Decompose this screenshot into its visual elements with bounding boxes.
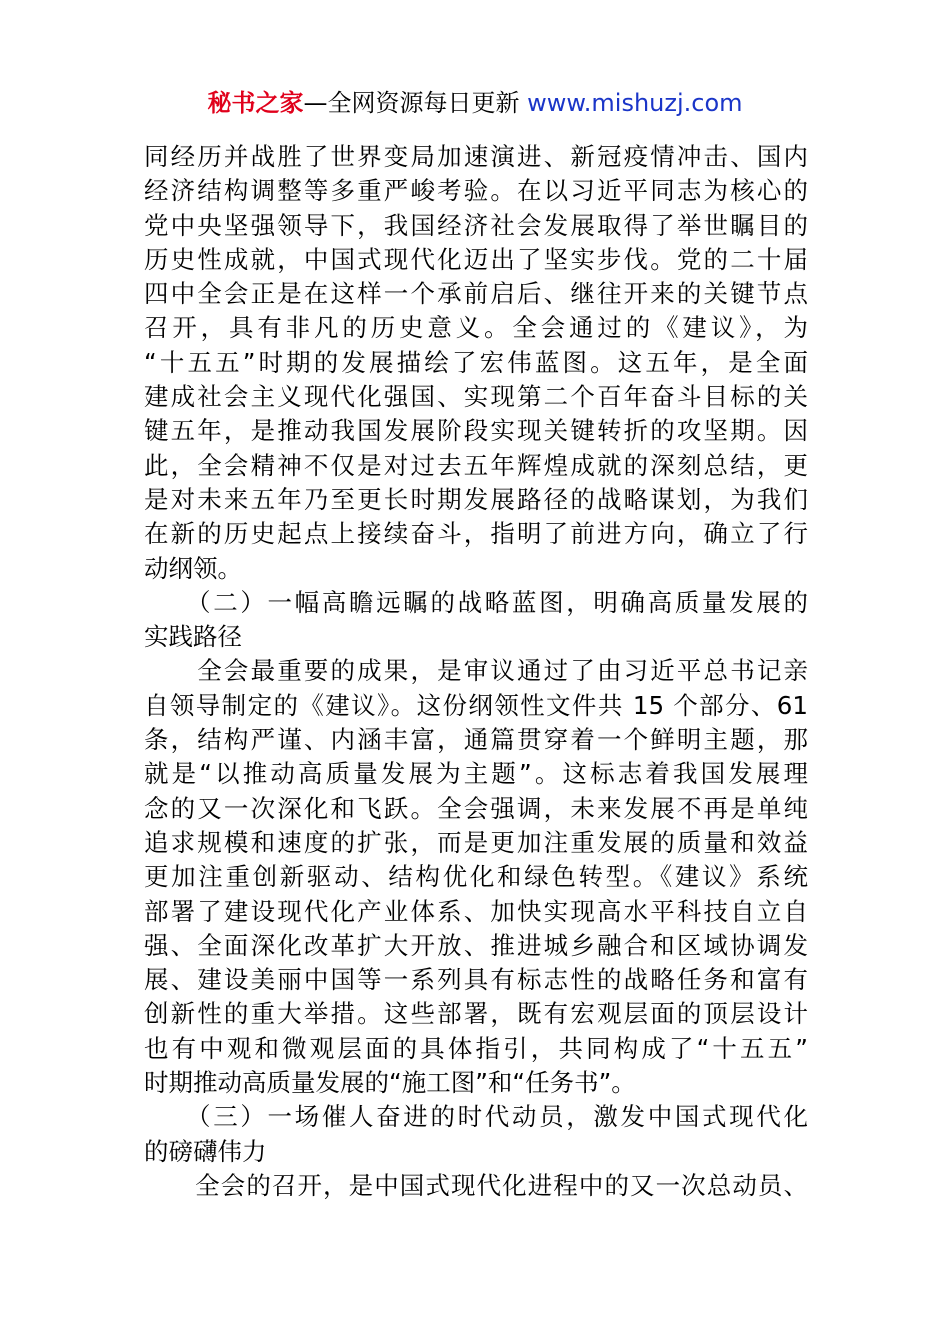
text-line: 自领导制定的《建议》。这份纲领性文件共 15 个部分、61 [144, 690, 808, 720]
text-line: 创新性的重大举措。这些部署，既有宏观层面的顶层设计 [144, 999, 808, 1029]
text-line: 也有中观和微观层面的具体指引，共同构成了“十五五” [144, 1033, 808, 1063]
text-line: 是对未来五年乃至更长时期发展路径的战略谋划，为我们 [144, 484, 808, 514]
brand-name: 秘书之家 [207, 89, 304, 117]
text-line: （二）一幅高瞻远瞩的战略蓝图，明确高质量发展的 [144, 587, 808, 617]
document-body [144, 140, 808, 1203]
text-line: 建成社会主义现代化强国、实现第二个百年奋斗目标的关 [144, 382, 808, 412]
text-line: 党中央坚强领导下，我国经济社会发展取得了举世瞩目的 [144, 210, 808, 240]
text-line: 实践路径 [144, 622, 242, 652]
text-line: “十五五”时期的发展描绘了宏伟蓝图。这五年，是全面 [144, 347, 808, 377]
text-line: 强、全面深化改革扩大开放、推进城乡融合和区域协调发 [144, 930, 808, 960]
text-line: 的磅礴伟力 [144, 1136, 267, 1166]
text-line: 四中全会正是在这样一个承前启后、继往开来的关键节点 [144, 279, 808, 309]
text-line: 同经历并战胜了世界变局加速演进、新冠疫情冲击、国内 [144, 142, 808, 171]
text-line: 键五年，是推动我国发展阶段实现关键转折的攻坚期。因 [144, 416, 808, 446]
text-line: 展、建设美丽中国等一系列具有标志性的战略任务和富有 [144, 965, 808, 995]
text-line: 全会最重要的成果，是审议通过了由习近平总书记亲 [144, 656, 808, 686]
text-line: 动纲领。 [144, 553, 242, 583]
page-header [0, 86, 950, 120]
text-line: 念的又一次深化和飞跃。全会强调，未来发展不再是单纯 [144, 793, 808, 823]
website-url: www.mishuzj.com [527, 89, 743, 117]
text-line: 时期推动高质量发展的“施工图”和“任务书”。 [144, 1068, 636, 1098]
text-line: 召开，具有非凡的历史意义。全会通过的《建议》，为 [144, 313, 808, 343]
text-line: 经济结构调整等多重严峻考验。在以习近平同志为核心的 [144, 176, 808, 206]
text-line: 追求规模和速度的扩张，而是更加注重发展的质量和效益 [144, 827, 808, 857]
text-line: 部署了建设现代化产业体系、加快实现高水平科技自立自 [144, 896, 808, 926]
text-line: 条，结构严谨、内涵丰富，通篇贯穿着一个鲜明主题，那 [144, 725, 808, 755]
text-line: （三）一场催人奋进的时代动员，激发中国式现代化 [144, 1102, 808, 1132]
text-line: 全会的召开，是中国式现代化进程中的又一次总动员、 [144, 1170, 808, 1200]
text-line: 此，全会精神不仅是对过去五年辉煌成就的深刻总结，更 [144, 450, 808, 480]
text-line: 更加注重创新驱动、结构优化和绿色转型。《建议》系统 [144, 862, 808, 892]
text-line: 就是“以推动高质量发展为主题”。这标志着我国发展理 [144, 759, 808, 789]
text-line: 历史性成就，中国式现代化迈出了坚实步伐。党的二十届 [144, 244, 808, 274]
text-line: 在新的历史起点上接续奋斗，指明了前进方向，确立了行 [144, 519, 808, 549]
header-tagline: —全网资源每日更新 [303, 89, 528, 117]
